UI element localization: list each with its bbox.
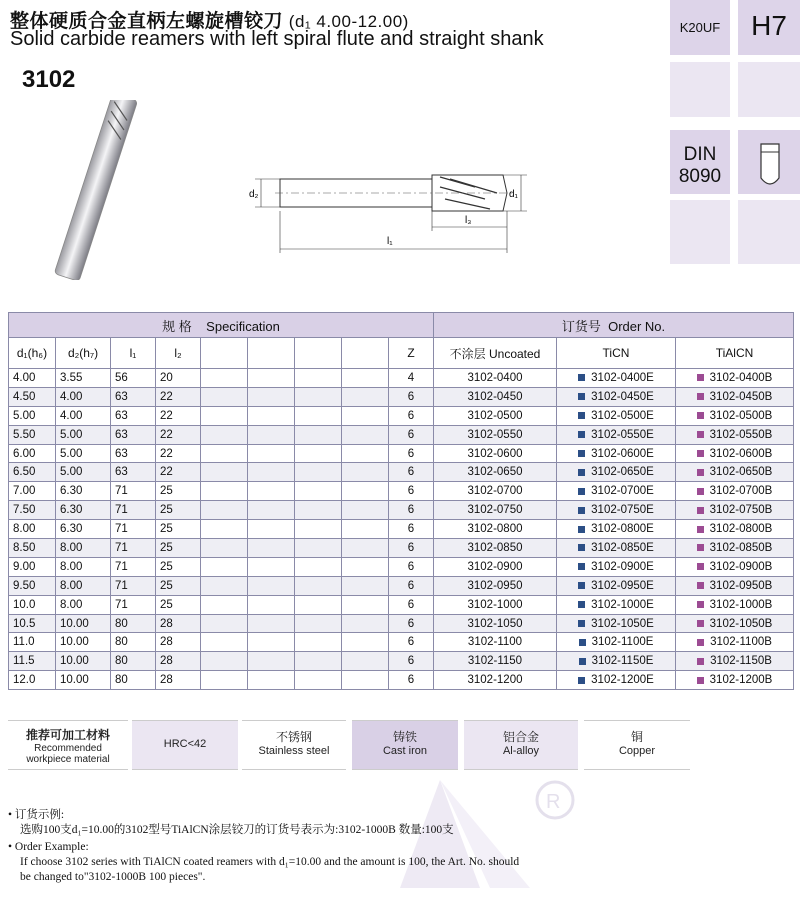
- notes-en-body-2: be changed to"3102-1000B 100 pieces".: [20, 871, 206, 883]
- d2-cell: 5.00: [56, 425, 111, 444]
- l2-cell: 25: [156, 595, 201, 614]
- blank-cell: [342, 406, 389, 425]
- d2-cell: 4.00: [56, 406, 111, 425]
- blank-cell: [248, 671, 295, 690]
- blank-cell: [342, 501, 389, 520]
- l1-label: l₁: [387, 236, 393, 247]
- uncoated-cell: 3102-1200: [434, 671, 557, 690]
- uncoated-cell: 3102-1100: [434, 633, 557, 652]
- material-stainless: 不锈钢 Stainless steel: [258, 730, 330, 757]
- shank-end-icon: [755, 140, 785, 190]
- tialcn-marker-icon: [697, 544, 704, 551]
- uncoated-cell: 3102-0800: [434, 520, 557, 539]
- table-row: [9, 520, 794, 539]
- l1-cell: 80: [111, 633, 156, 652]
- tialcn-cell: 3102-0850B: [676, 539, 794, 558]
- ticn-marker-icon: [578, 544, 585, 551]
- col-blank: [295, 338, 342, 369]
- blank-cell: [248, 425, 295, 444]
- tialcn-cell: 3102-0450B: [676, 387, 794, 406]
- blank-cell: [342, 387, 389, 406]
- blank-cell: [201, 387, 248, 406]
- blank-cell: [201, 520, 248, 539]
- tialcn-marker-icon: [697, 450, 704, 457]
- d2-cell: 10.00: [56, 614, 111, 633]
- z-cell: 6: [389, 614, 434, 633]
- blank-cell: [342, 671, 389, 690]
- blank-cell: [295, 539, 342, 558]
- l1-cell: 80: [111, 614, 156, 633]
- col-l1: l₁: [111, 338, 156, 369]
- z-cell: 6: [389, 444, 434, 463]
- col-blank: [248, 338, 295, 369]
- d2-cell: 5.00: [56, 463, 111, 482]
- blank-cell: [248, 539, 295, 558]
- tialcn-marker-icon: [697, 620, 704, 627]
- tialcn-cell: 3102-0650B: [676, 463, 794, 482]
- table-row: [9, 463, 794, 482]
- blank-cell: [295, 671, 342, 690]
- l2-cell: 25: [156, 520, 201, 539]
- ticn-cell: 3102-0550E: [557, 425, 676, 444]
- col-d2: d₂(h₇): [56, 338, 111, 369]
- material-castiron: 铸铁 Cast iron: [382, 730, 428, 757]
- col-d1: d₁(h₆): [9, 338, 56, 369]
- z-cell: 6: [389, 387, 434, 406]
- tialcn-cell: 3102-0400B: [676, 369, 794, 388]
- z-cell: 6: [389, 482, 434, 501]
- z-cell: 6: [389, 633, 434, 652]
- ticn-cell: 3102-0450E: [557, 387, 676, 406]
- z-cell: 6: [389, 520, 434, 539]
- z-cell: 6: [389, 425, 434, 444]
- blank-cell: [295, 501, 342, 520]
- table-row: [9, 671, 794, 690]
- d2-cell: 8.00: [56, 539, 111, 558]
- blank-cell: [201, 406, 248, 425]
- d1-cell: 9.00: [9, 557, 56, 576]
- d1-cell: 11.0: [9, 633, 56, 652]
- table-row: [9, 595, 794, 614]
- table-row: [9, 633, 794, 652]
- blank-cell: [248, 633, 295, 652]
- blank-cell: [201, 576, 248, 595]
- d1-cell: 6.00: [9, 444, 56, 463]
- l2-cell: 20: [156, 369, 201, 388]
- ticn-marker-icon: [578, 412, 585, 419]
- uncoated-cell: 3102-0500: [434, 406, 557, 425]
- tialcn-cell: 3102-0900B: [676, 557, 794, 576]
- tialcn-marker-icon: [697, 412, 704, 419]
- title-cn: 整体硬质合金直柄左螺旋槽铰刀 (d₁ 4.00-12.00): [10, 11, 409, 32]
- l1-cell: 63: [111, 463, 156, 482]
- tialcn-marker-icon: [697, 563, 704, 570]
- l1-cell: 63: [111, 444, 156, 463]
- tialcn-marker-icon: [697, 677, 704, 684]
- material-alloy: 铝合金 Al-alloy: [502, 730, 540, 757]
- z-cell: 6: [389, 539, 434, 558]
- blank-cell: [342, 576, 389, 595]
- d1-cell: 11.5: [9, 652, 56, 671]
- d1-label: d₁: [509, 189, 518, 200]
- d1-cell: 5.50: [9, 425, 56, 444]
- tialcn-marker-icon: [697, 639, 704, 646]
- d2-cell: 8.00: [56, 576, 111, 595]
- tialcn-cell: 3102-0950B: [676, 576, 794, 595]
- l1-cell: 63: [111, 425, 156, 444]
- blank-cell: [201, 539, 248, 558]
- ticn-cell: 3102-0700E: [557, 482, 676, 501]
- blank-cell: [201, 671, 248, 690]
- material-hrc: HRC<42: [163, 738, 207, 750]
- table-row: [9, 406, 794, 425]
- col-uncoated: 不涂层 Uncoated: [434, 338, 557, 369]
- ticn-cell: 3102-0650E: [557, 463, 676, 482]
- l1-cell: 71: [111, 557, 156, 576]
- l1-cell: 71: [111, 520, 156, 539]
- tialcn-marker-icon: [697, 431, 704, 438]
- d1-cell: 4.50: [9, 387, 56, 406]
- uncoated-cell: 3102-0950: [434, 576, 557, 595]
- l2-cell: 22: [156, 425, 201, 444]
- blank-cell: [295, 576, 342, 595]
- table-row: [9, 425, 794, 444]
- tialcn-cell: 3102-0750B: [676, 501, 794, 520]
- ticn-cell: 3102-1100E: [557, 633, 676, 652]
- spec-table: [8, 312, 794, 690]
- col-tialcn: TiAlCN: [676, 338, 794, 369]
- l1-cell: 71: [111, 539, 156, 558]
- blank-cell: [201, 369, 248, 388]
- d2-cell: 6.30: [56, 520, 111, 539]
- l2-cell: 28: [156, 633, 201, 652]
- d2-cell: 10.00: [56, 671, 111, 690]
- uncoated-cell: 3102-0400: [434, 369, 557, 388]
- tialcn-cell: 3102-1200B: [676, 671, 794, 690]
- blank-cell: [342, 595, 389, 614]
- blank-cell: [342, 482, 389, 501]
- ticn-marker-icon: [579, 639, 586, 646]
- tialcn-marker-icon: [697, 658, 704, 665]
- tialcn-cell: 3102-0800B: [676, 520, 794, 539]
- table-row: [9, 444, 794, 463]
- ticn-marker-icon: [578, 431, 585, 438]
- uncoated-cell: 3102-0750: [434, 501, 557, 520]
- notes-en-heading: • Order Example:: [8, 841, 89, 853]
- table-row: [9, 482, 794, 501]
- l2-cell: 28: [156, 614, 201, 633]
- uncoated-cell: 3102-0650: [434, 463, 557, 482]
- uncoated-cell: 3102-0700: [434, 482, 557, 501]
- blank-cell: [295, 406, 342, 425]
- blank-cell: [342, 557, 389, 576]
- blank-cell: [295, 369, 342, 388]
- l2-cell: 25: [156, 576, 201, 595]
- z-cell: 6: [389, 463, 434, 482]
- blank-cell: [248, 482, 295, 501]
- table-row: [9, 557, 794, 576]
- spec-table-body: [9, 369, 794, 690]
- blank-cell: [342, 633, 389, 652]
- ticn-marker-icon: [578, 507, 585, 514]
- product-code: 3102: [22, 66, 76, 93]
- tialcn-cell: 3102-1050B: [676, 614, 794, 633]
- ticn-cell: 3102-0600E: [557, 444, 676, 463]
- col-z: Z: [389, 338, 434, 369]
- d2-cell: 3.55: [56, 369, 111, 388]
- blank-cell: [295, 482, 342, 501]
- l2-cell: 28: [156, 671, 201, 690]
- spec-group-header: 规 格 Specification: [9, 313, 434, 338]
- z-cell: 6: [389, 557, 434, 576]
- uncoated-cell: 3102-0900: [434, 557, 557, 576]
- uncoated-cell: 3102-0550: [434, 425, 557, 444]
- d2-cell: 8.00: [56, 595, 111, 614]
- l2-cell: 22: [156, 406, 201, 425]
- badge-panel: [600, 0, 800, 300]
- l1-cell: 56: [111, 369, 156, 388]
- uncoated-cell: 3102-1050: [434, 614, 557, 633]
- col-ticn: TiCN: [557, 338, 676, 369]
- l3-label: l₃: [465, 215, 472, 226]
- notes-cn-body: 选购100支d₁=10.00的3102型号TiAlCN涂层铰刀的订货号表示为:3102-1000B 数量:100支: [20, 824, 454, 836]
- d1-cell: 8.50: [9, 539, 56, 558]
- col-blank: [201, 338, 248, 369]
- tialcn-marker-icon: [697, 393, 704, 400]
- title-en: Solid carbide reamers with left spiral flute and straight shank: [10, 28, 544, 50]
- blank-cell: [201, 633, 248, 652]
- table-row: [9, 614, 794, 633]
- d2-cell: 6.30: [56, 501, 111, 520]
- technical-drawing: [235, 165, 535, 260]
- l1-cell: 80: [111, 671, 156, 690]
- blank-cell: [248, 463, 295, 482]
- blank-cell: [295, 633, 342, 652]
- order-group-header: 订货号 Order No.: [434, 313, 794, 338]
- uncoated-cell: 3102-0850: [434, 539, 557, 558]
- blank-cell: [248, 557, 295, 576]
- l2-cell: 28: [156, 652, 201, 671]
- blank-cell: [295, 520, 342, 539]
- z-cell: 6: [389, 652, 434, 671]
- material-label: 推荐可加工材料 Recommended workpiece material: [25, 728, 110, 765]
- ticn-cell: 3102-0900E: [557, 557, 676, 576]
- d1-cell: 6.50: [9, 463, 56, 482]
- tialcn-marker-icon: [697, 601, 704, 608]
- blank-cell: [295, 614, 342, 633]
- ticn-marker-icon: [578, 488, 585, 495]
- uncoated-cell: 3102-1000: [434, 595, 557, 614]
- blank-cell: [248, 501, 295, 520]
- ticn-cell: 3102-0950E: [557, 576, 676, 595]
- blank-cell: [295, 425, 342, 444]
- blank-cell: [342, 369, 389, 388]
- notes-cn-heading: • 订货示例:: [8, 809, 65, 821]
- d1-cell: 4.00: [9, 369, 56, 388]
- l1-cell: 80: [111, 652, 156, 671]
- ticn-marker-icon: [578, 677, 585, 684]
- l1-cell: 71: [111, 576, 156, 595]
- col-blank: [342, 338, 389, 369]
- blank-cell: [342, 444, 389, 463]
- table-row: [9, 369, 794, 388]
- order-notes: [8, 808, 519, 885]
- z-cell: 6: [389, 576, 434, 595]
- blank-cell: [248, 595, 295, 614]
- tialcn-marker-icon: [697, 374, 704, 381]
- ticn-marker-icon: [578, 450, 585, 457]
- blank-cell: [201, 557, 248, 576]
- tialcn-marker-icon: [697, 526, 704, 533]
- tialcn-cell: 3102-0550B: [676, 425, 794, 444]
- z-cell: 4: [389, 369, 434, 388]
- d1-cell: 12.0: [9, 671, 56, 690]
- blank-cell: [201, 482, 248, 501]
- blank-cell: [342, 614, 389, 633]
- notes-en-body-1: If choose 3102 series with TiAlCN coated reamers with d₁=10.00 and the amount is 100, the Art. No. should: [20, 856, 520, 868]
- tialcn-cell: 3102-1100B: [676, 633, 794, 652]
- blank-cell: [248, 369, 295, 388]
- table-row: [9, 501, 794, 520]
- l2-cell: 25: [156, 539, 201, 558]
- svg-text:R: R: [546, 791, 561, 813]
- reamer-photo: [30, 100, 160, 280]
- ticn-marker-icon: [578, 393, 585, 400]
- table-row: [9, 576, 794, 595]
- blank-cell: [342, 652, 389, 671]
- ticn-cell: 3102-0850E: [557, 539, 676, 558]
- blank-cell: [295, 595, 342, 614]
- l2-cell: 22: [156, 444, 201, 463]
- material-copper: 铜 Copper: [618, 730, 656, 757]
- d1-cell: 9.50: [9, 576, 56, 595]
- ticn-marker-icon: [578, 469, 585, 476]
- d1-cell: 10.5: [9, 614, 56, 633]
- z-cell: 6: [389, 595, 434, 614]
- ticn-marker-icon: [578, 620, 585, 627]
- tialcn-cell: 3102-0600B: [676, 444, 794, 463]
- ticn-marker-icon: [578, 374, 585, 381]
- ticn-cell: 3102-0400E: [557, 369, 676, 388]
- d2-cell: 5.00: [56, 444, 111, 463]
- ticn-marker-icon: [578, 526, 585, 533]
- ticn-marker-icon: [578, 601, 585, 608]
- blank-cell: [201, 614, 248, 633]
- blank-cell: [342, 539, 389, 558]
- blank-cell: [248, 444, 295, 463]
- l1-cell: 63: [111, 387, 156, 406]
- table-row: [9, 652, 794, 671]
- blank-cell: [342, 463, 389, 482]
- tialcn-cell: 3102-0700B: [676, 482, 794, 501]
- z-cell: 6: [389, 671, 434, 690]
- tialcn-marker-icon: [697, 469, 704, 476]
- din-badge: DIN 8090: [678, 144, 722, 187]
- table-row: [9, 539, 794, 558]
- blank-cell: [248, 614, 295, 633]
- d1-cell: 8.00: [9, 520, 56, 539]
- d1-cell: 7.50: [9, 501, 56, 520]
- l1-cell: 71: [111, 482, 156, 501]
- l2-cell: 25: [156, 557, 201, 576]
- blank-cell: [342, 425, 389, 444]
- ticn-marker-icon: [578, 563, 585, 570]
- blank-cell: [248, 387, 295, 406]
- d1-cell: 5.00: [9, 406, 56, 425]
- d1-cell: 7.00: [9, 482, 56, 501]
- table-row: [9, 387, 794, 406]
- ticn-marker-icon: [579, 658, 586, 665]
- blank-cell: [248, 652, 295, 671]
- blank-cell: [201, 425, 248, 444]
- blank-cell: [295, 444, 342, 463]
- blank-cell: [201, 463, 248, 482]
- tialcn-cell: 3102-0500B: [676, 406, 794, 425]
- d2-cell: 8.00: [56, 557, 111, 576]
- blank-cell: [248, 406, 295, 425]
- blank-cell: [295, 557, 342, 576]
- d2-cell: 6.30: [56, 482, 111, 501]
- l2-cell: 22: [156, 463, 201, 482]
- blank-cell: [201, 595, 248, 614]
- blank-cell: [201, 652, 248, 671]
- blank-cell: [248, 576, 295, 595]
- tialcn-marker-icon: [697, 488, 704, 495]
- blank-cell: [201, 501, 248, 520]
- ticn-cell: 3102-1000E: [557, 595, 676, 614]
- tialcn-cell: 3102-1000B: [676, 595, 794, 614]
- z-cell: 6: [389, 501, 434, 520]
- l1-cell: 71: [111, 501, 156, 520]
- z-cell: 6: [389, 406, 434, 425]
- ticn-cell: 3102-0750E: [557, 501, 676, 520]
- uncoated-cell: 3102-0450: [434, 387, 557, 406]
- uncoated-cell: 3102-1150: [434, 652, 557, 671]
- l1-cell: 63: [111, 406, 156, 425]
- blank-cell: [248, 520, 295, 539]
- tialcn-cell: 3102-1150B: [676, 652, 794, 671]
- d2-cell: 4.00: [56, 387, 111, 406]
- tialcn-marker-icon: [697, 582, 704, 589]
- ticn-cell: 3102-1200E: [557, 671, 676, 690]
- l2-cell: 22: [156, 387, 201, 406]
- tialcn-marker-icon: [697, 507, 704, 514]
- blank-cell: [295, 463, 342, 482]
- ticn-cell: 3102-1150E: [557, 652, 676, 671]
- d2-cell: 10.00: [56, 633, 111, 652]
- ticn-marker-icon: [578, 582, 585, 589]
- blank-cell: [201, 444, 248, 463]
- d2-cell: 10.00: [56, 652, 111, 671]
- grade-badge: K20UF: [679, 20, 721, 35]
- ticn-cell: 3102-1050E: [557, 614, 676, 633]
- blank-cell: [342, 520, 389, 539]
- l2-cell: 25: [156, 482, 201, 501]
- col-l2: l₂: [156, 338, 201, 369]
- blank-cell: [295, 652, 342, 671]
- d2-label: d₂: [249, 189, 259, 200]
- d1-cell: 10.0: [9, 595, 56, 614]
- ticn-cell: 3102-0500E: [557, 406, 676, 425]
- l1-cell: 71: [111, 595, 156, 614]
- tolerance-badge: H7: [751, 10, 787, 41]
- blank-cell: [295, 387, 342, 406]
- l2-cell: 25: [156, 501, 201, 520]
- ticn-cell: 3102-0800E: [557, 520, 676, 539]
- uncoated-cell: 3102-0600: [434, 444, 557, 463]
